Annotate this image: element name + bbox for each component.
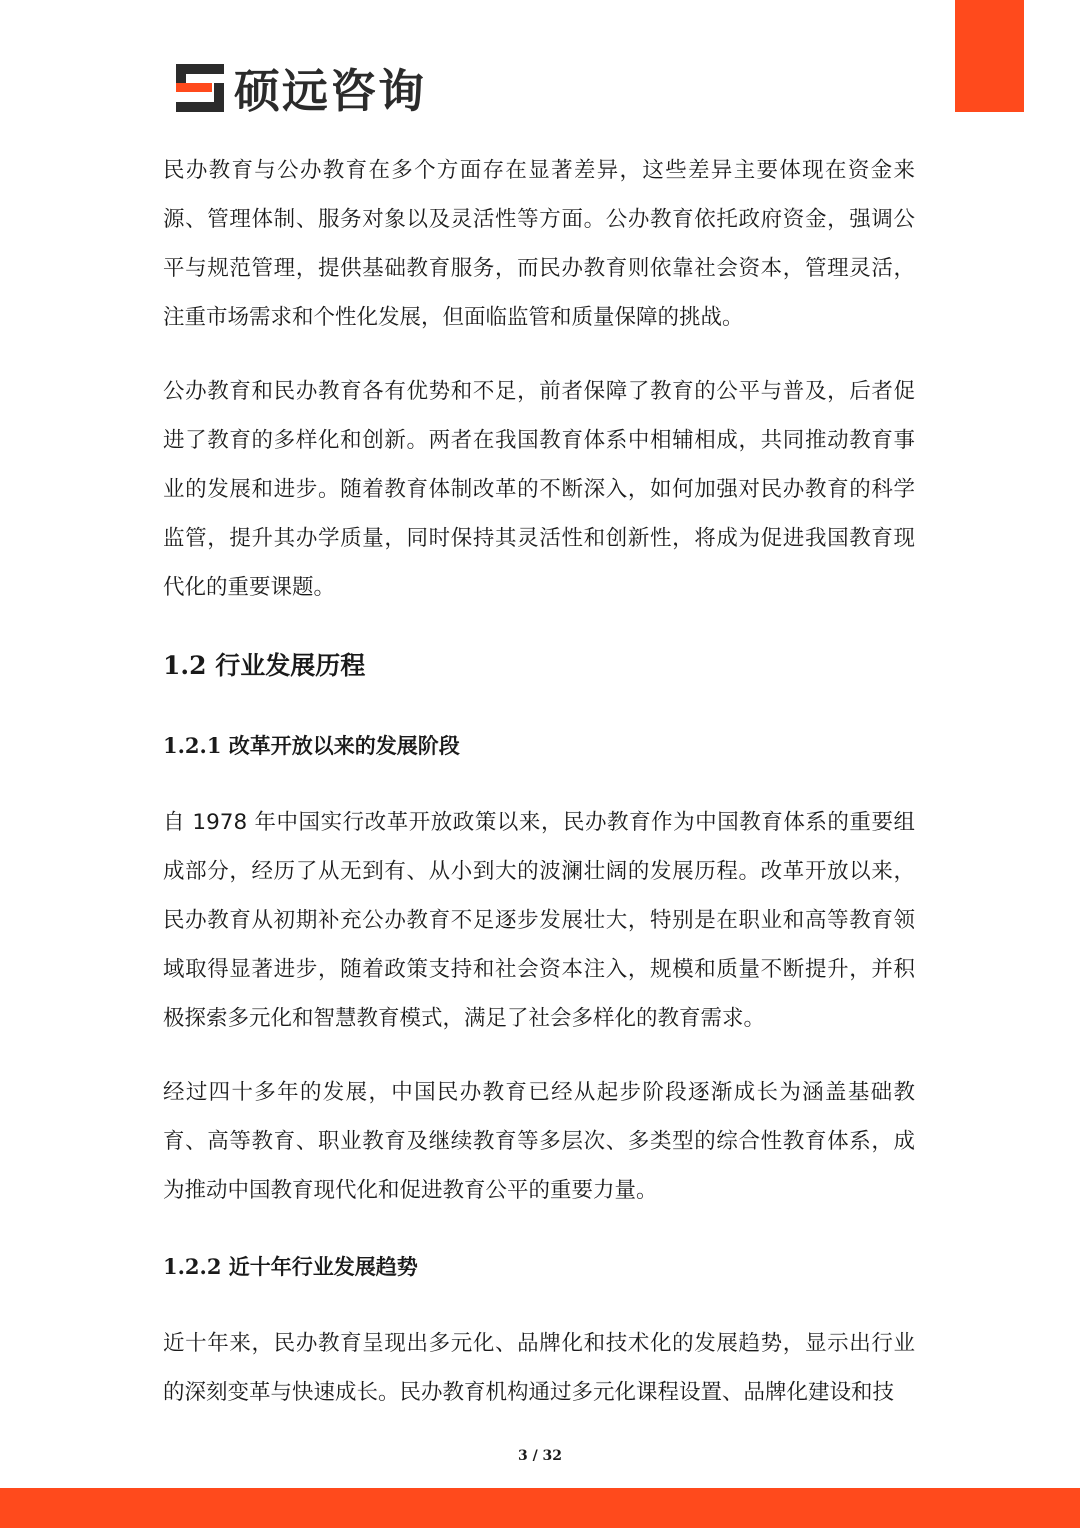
s-shape-logo-icon <box>176 64 224 112</box>
paragraph-5: 近十年来，民办教育呈现出多元化、品牌化和技术化的发展趋势，显示出行业的深刻变革与快速成长。民办教育机构通过多元化课程设置、品牌化建设和技 <box>163 1331 915 1405</box>
paragraph-4: 经过四十多年的发展，中国民办教育已经从起步阶段逐渐成长为涵盖基础教育、高等教育、职业教育及继续教育等多层次、多类型的综合性教育体系，成为推动中国教育现代化和促进教育公平的重要力量。 <box>163 1080 915 1203</box>
paragraph-3: 自 1978 年中国实行改革开放政策以来，民办教育作为中国教育体系的重要组成部分，经历了从无到有、从小到大的波澜壮阔的发展历程。改革开放以来，民办教育从初期补充公办教育不足逐步发展壮大，特别是在职业和高等教育领域取得显著进步，随着政策支持和社会资本注入，规模和质量不断提升，并积极探索多元化和智慧教育模式，满足了社会多样化的教育需求。 <box>163 810 915 1031</box>
section-heading: 1.2 行业发展历程 <box>163 651 366 680</box>
paragraph-1: 民办教育与公办教育在多个方面存在显著差异，这些差异主要体现在资金来源、管理体制、服务对象以及灵活性等方面。公办教育依托政府资金，强调公平与规范管理，提供基础教育服务，而民办教育则依靠社会资本，管理灵活，注重市场需求和个性化发展，但面临监管和质量保障的挑战。 <box>163 158 915 330</box>
subsection-heading-1: 1.2.1 改革开放以来的发展阶段 <box>163 733 460 758</box>
page-number: 3 / 32 <box>517 1448 563 1464</box>
document-body <box>163 146 915 1417</box>
subsection-heading-2: 1.2.2 近十年行业发展趋势 <box>163 1254 418 1279</box>
bottom-accent-bar <box>0 1488 1080 1528</box>
top-accent-block <box>955 0 1024 112</box>
brand-name: 硕远咨询 <box>234 64 426 118</box>
paragraph-2: 公办教育和民办教育各有优势和不足，前者保障了教育的公平与普及，后者促进了教育的多样化和创新。两者在我国教育体系中相辅相成，共同推动教育事业的发展和进步。随着教育体制改革的不断深入，如何加强对民办教育的科学监管，提升其办学质量，同时保持其灵活性和创新性，将成为促进我国教育现代化的重要课题。 <box>163 379 915 600</box>
brand-logo <box>176 58 426 118</box>
